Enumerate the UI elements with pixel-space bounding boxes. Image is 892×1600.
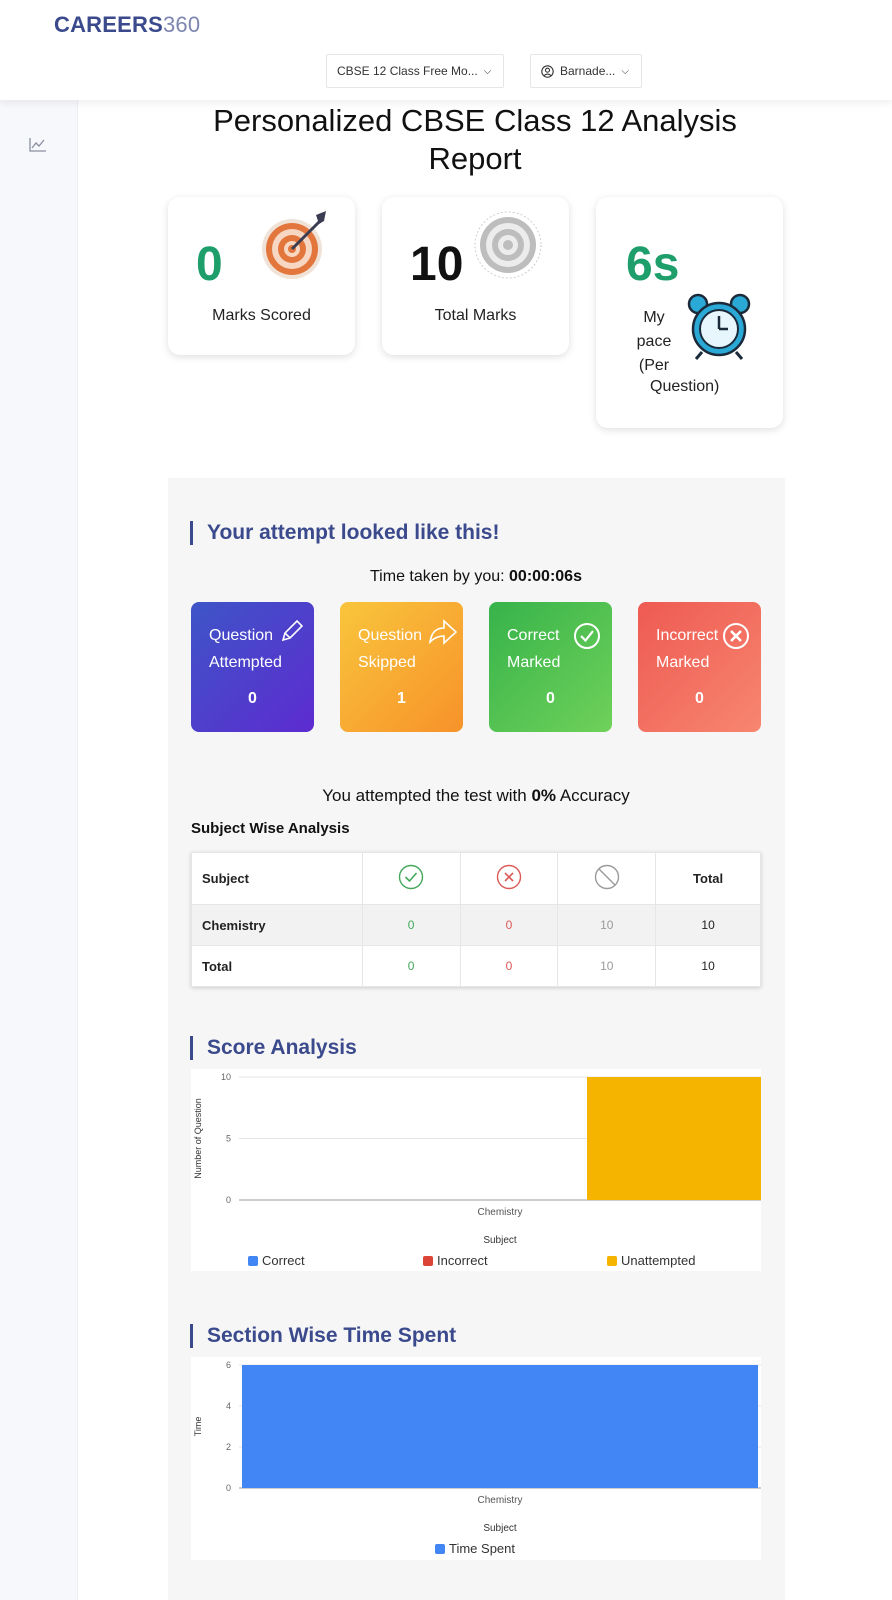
header-total: Total [656, 853, 761, 905]
marks-scored-value: 0 [196, 238, 223, 291]
test-dropdown[interactable] [326, 54, 504, 88]
x-tick-label: Chemistry [477, 1207, 523, 1218]
y-tick-label: 10 [220, 1072, 231, 1082]
subject-analysis-title: Subject Wise Analysis [191, 820, 350, 837]
x-axis-label: Subject [483, 1523, 517, 1534]
time-taken-label: Time taken by you: [370, 568, 505, 585]
time-taken [191, 568, 761, 586]
tile-value: 0 [546, 690, 555, 707]
score-analysis-heading: Score Analysis [190, 1036, 357, 1060]
total-marks-card [382, 197, 569, 355]
user-icon [541, 65, 554, 78]
y-tick-label: 2 [225, 1442, 231, 1452]
question-skipped-tile [340, 602, 463, 732]
cell-incorrect: 0 [460, 946, 558, 987]
header-incorrect [460, 853, 558, 905]
pace-label-line: Question) [650, 378, 720, 395]
check-circle-icon [398, 864, 424, 890]
target-icon [256, 207, 332, 283]
score-analysis-chart [191, 1069, 761, 1271]
y-tick-label: 4 [225, 1401, 231, 1411]
tile-label: Correct [507, 627, 560, 644]
table-row [192, 946, 761, 987]
y-axis-label: Number of Question [193, 1098, 203, 1179]
y-tick-label: 6 [225, 1360, 231, 1370]
check-circle-icon [573, 622, 601, 650]
pace-value: 6s [626, 238, 680, 291]
user-dropdown-label: Barnade... [560, 64, 616, 78]
page-title: Personalized CBSE Class 12 Analysis Report [213, 103, 737, 176]
accuracy-value: 0% [531, 786, 557, 805]
alarm-clock-icon [684, 292, 754, 362]
legend-swatch [423, 1256, 433, 1266]
tile-label: Marked [656, 654, 710, 671]
y-tick-label: 0 [225, 1483, 231, 1493]
cell-subject: Chemistry [192, 905, 363, 946]
cell-incorrect: 0 [460, 905, 558, 946]
correct-marked-tile [489, 602, 612, 732]
x-circle-icon [722, 622, 750, 650]
attempt-heading: Your attempt looked like this! [190, 521, 499, 545]
incorrect-marked-tile [638, 602, 761, 732]
y-axis-label: Time [193, 1416, 203, 1437]
tile-label: Attempted [209, 654, 282, 671]
pace-label-line: (Per [638, 357, 670, 374]
accuracy-prefix: You attempted the test with [322, 786, 527, 805]
legend-swatch [435, 1544, 445, 1554]
accuracy-text [191, 786, 761, 806]
pace-card [596, 197, 783, 428]
tile-value: 0 [248, 690, 257, 707]
legend-label: Time Spent [449, 1541, 515, 1556]
marks-scored-label: Marks Scored [212, 307, 311, 324]
time-taken-value: 00:00:06s [509, 568, 582, 585]
y-tick-label: 0 [225, 1195, 231, 1205]
tile-value: 1 [397, 690, 406, 707]
pace-label-line: My [643, 309, 665, 326]
bar-unattempted [587, 1077, 761, 1200]
question-attempted-tile [191, 602, 314, 732]
top-bar [0, 0, 892, 100]
accuracy-suffix: Accuracy [559, 786, 630, 805]
legend-swatch [248, 1256, 258, 1266]
time-spent-chart [191, 1357, 761, 1560]
cell-total: 10 [656, 905, 761, 946]
target-gray-icon [472, 209, 544, 281]
tile-label: Marked [507, 654, 561, 671]
table-row [192, 905, 761, 946]
tile-label: Question [358, 627, 423, 644]
y-tick-label: 5 [225, 1133, 231, 1144]
skip-arrow-icon [428, 618, 458, 646]
analytics-icon[interactable] [29, 137, 47, 153]
chevron-down-icon: ⌵ [621, 65, 629, 77]
legend-label: Unattempted [621, 1253, 696, 1268]
x-axis-label: Subject [483, 1235, 517, 1246]
cell-subject: Total [192, 946, 363, 987]
logo-text: CAREERS [54, 12, 163, 37]
chevron-down-icon: ⌵ [483, 65, 492, 77]
subject-analysis-table [191, 852, 761, 987]
tile-label: Skipped [358, 654, 416, 671]
header-subject: Subject [192, 853, 363, 905]
tile-label: Incorrect [656, 627, 719, 644]
time-spent-svg [191, 1357, 761, 1560]
user-dropdown[interactable] [530, 54, 642, 88]
bar-time-spent [242, 1365, 758, 1488]
total-marks-value: 10 [410, 238, 464, 291]
marks-scored-card [168, 197, 355, 355]
tile-label: Question [209, 627, 274, 644]
time-spent-heading: Section Wise Time Spent [190, 1324, 456, 1348]
logo-number: 360 [162, 12, 201, 37]
careers360-logo[interactable] [54, 12, 200, 38]
cell-total: 10 [656, 946, 761, 987]
cell-correct: 0 [362, 905, 460, 946]
score-analysis-svg [191, 1069, 761, 1271]
test-dropdown-label: CBSE 12 Class Free Mo... [337, 64, 478, 78]
header-correct [362, 853, 460, 905]
pencil-icon [279, 618, 305, 644]
legend-swatch [607, 1256, 617, 1266]
x-tick-label: Chemistry [477, 1495, 523, 1506]
ban-icon [594, 864, 620, 890]
legend-label: Incorrect [437, 1253, 488, 1268]
table-header-row [192, 853, 761, 905]
x-circle-icon [496, 864, 522, 890]
pace-label [634, 306, 674, 378]
cell-unattempted: 10 [558, 946, 656, 987]
pace-label-line: pace [636, 333, 672, 350]
tile-value: 0 [695, 690, 704, 707]
sidebar [0, 100, 78, 1600]
legend-label: Correct [262, 1253, 305, 1268]
cell-correct: 0 [362, 946, 460, 987]
cell-unattempted: 10 [558, 905, 656, 946]
header-unattempted [558, 853, 656, 905]
total-marks-label: Total Marks [434, 307, 517, 324]
